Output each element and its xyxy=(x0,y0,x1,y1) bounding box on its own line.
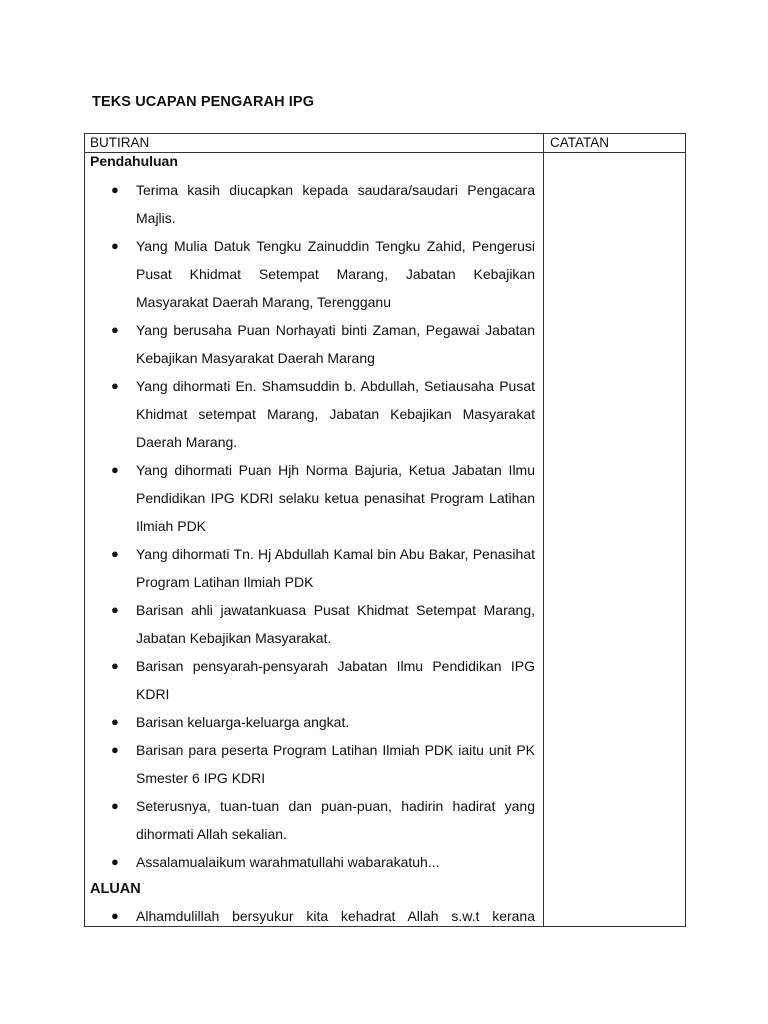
list-item: ● Yang berusaha Puan Norhayati binti Zaman, Pegawai Jabatan Kebajikan Masyarakat Daerah Marang xyxy=(90,316,535,372)
column-divider xyxy=(543,134,544,926)
list-item: ● Terima kasih diucapkan kepada saudara/saudari Pengacara Majlis. xyxy=(90,176,535,232)
bullet-dot-icon: ● xyxy=(111,854,119,869)
bullet-dot-icon: ● xyxy=(111,322,119,337)
bullet-dot-icon: ● xyxy=(111,182,119,197)
bullet-dot-icon: ● xyxy=(111,658,119,673)
aluan-list xyxy=(90,902,535,927)
list-item: ● Seterusnya, tuan-tuan dan puan-puan, hadirin hadirat yang dihormati Allah sekalian. xyxy=(90,792,535,848)
list-item: ● Barisan ahli jawatankuasa Pusat Khidmat Setempat Marang, Jabatan Kebajikan Masyarakat. xyxy=(90,596,535,652)
bullet-dot-icon: ● xyxy=(111,798,119,813)
butiran-cell xyxy=(90,153,535,927)
list-item: ● Yang Mulia Datuk Tengku Zainuddin Tengku Zahid, Pengerusi Pusat Khidmat Setempat Marang, Jabatan Kebajikan Masyarakat Daerah Marang, Terengganu xyxy=(90,232,535,316)
bullet-dot-icon: ● xyxy=(111,908,119,923)
section-heading-pendahuluan: Pendahuluan xyxy=(90,153,178,169)
speech-table xyxy=(84,133,686,927)
list-item: ● Barisan keluarga-keluarga angkat. xyxy=(90,708,535,736)
section-heading-aluan: ALUAN xyxy=(90,881,141,897)
list-item: ● Assalamualaikum warahmatullahi wabarakatuh... xyxy=(90,848,535,876)
bullet-dot-icon: ● xyxy=(111,462,119,477)
header-catatan: CATATAN xyxy=(550,135,609,150)
bullet-dot-icon: ● xyxy=(111,546,119,561)
list-item: ● Yang dihormati Puan Hjh Norma Bajuria, Ketua Jabatan Ilmu Pendidikan IPG KDRI selaku ketua penasihat Program Latihan Ilmiah PDK xyxy=(90,456,535,540)
table-header-row xyxy=(85,134,685,153)
list-item: ● Barisan para peserta Program Latihan Ilmiah PDK iaitu unit PK Smester 6 IPG KDRI xyxy=(90,736,535,792)
bullet-dot-icon: ● xyxy=(111,714,119,729)
bullet-dot-icon: ● xyxy=(111,238,119,253)
document-title: TEKS UCAPAN PENGARAH IPG xyxy=(92,94,315,110)
header-butiran: BUTIRAN xyxy=(90,135,150,150)
bullet-dot-icon: ● xyxy=(111,602,119,617)
bullet-dot-icon: ● xyxy=(111,378,119,393)
list-item: ● Alhamdulillah bersyukur kita kehadrat Allah s.w.t kerana xyxy=(90,902,535,927)
bullet-dot-icon: ● xyxy=(111,742,119,757)
pendahuluan-list xyxy=(90,176,535,876)
list-item: ● Yang dihormati Tn. Hj Abdullah Kamal bin Abu Bakar, Penasihat Program Latihan Ilmiah PDK xyxy=(90,540,535,596)
list-item: ● Yang dihormati En. Shamsuddin b. Abdullah, Setiausaha Pusat Khidmat setempat Marang, Jabatan Kebajikan Masyarakat Daerah Marang. xyxy=(90,372,535,456)
list-item: ● Barisan pensyarah-pensyarah Jabatan Ilmu Pendidikan IPG KDRI xyxy=(90,652,535,708)
